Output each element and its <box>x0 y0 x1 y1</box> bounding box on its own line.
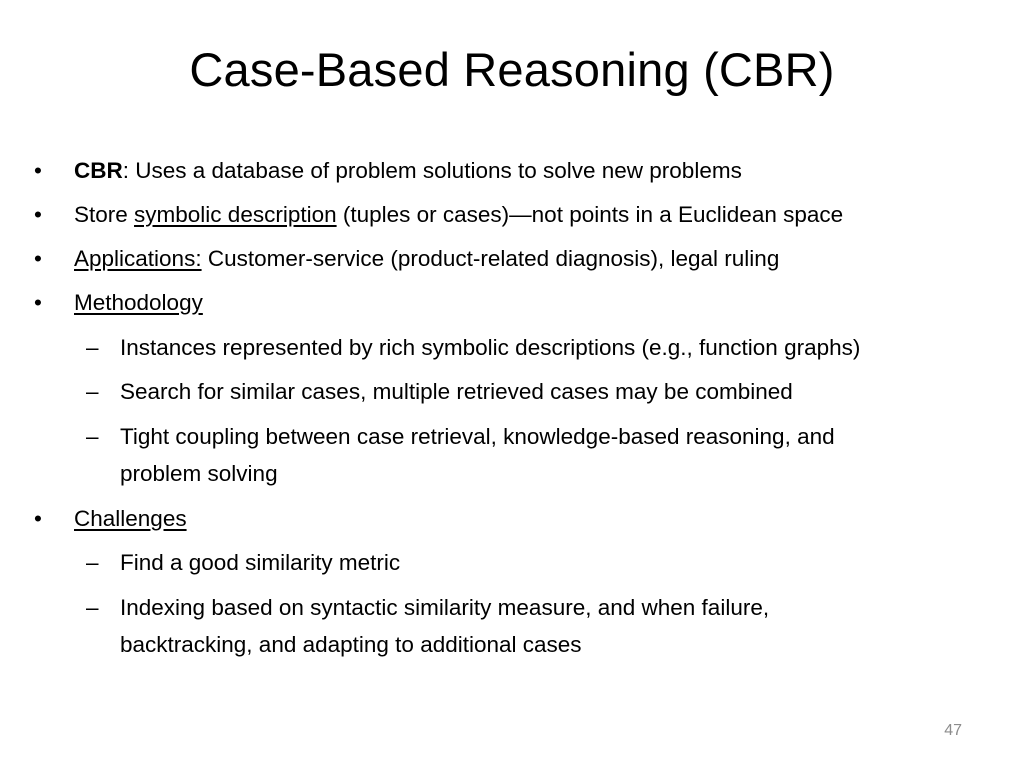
sub-item-text: Find a good similarity metric <box>120 550 401 575</box>
bullet-marker: • <box>34 202 42 227</box>
underlined-symbolic-description: symbolic description <box>134 202 337 227</box>
sub-item-indexing <box>86 589 770 663</box>
sub-item-text-line2: problem solving <box>120 461 278 486</box>
sub-item-text: Instances represented by rich symbolic descriptions (e.g., function graphs) <box>120 335 861 360</box>
bullet-text: : Uses a database of problem solutions to solve new problems <box>122 158 742 183</box>
sub-item-search <box>86 373 793 410</box>
sub-item-similarity-metric <box>86 544 401 581</box>
bullet-text: Customer-service (product-related diagnosis), legal ruling <box>201 246 780 271</box>
term-cbr: CBR <box>74 158 123 183</box>
bullet-marker: • <box>34 158 42 183</box>
slide-title: Case-Based Reasoning (CBR) <box>189 43 835 96</box>
bullet-text: (tuples or cases)—not points in a Euclidean space <box>336 202 844 227</box>
bullet-item-applications <box>34 240 780 277</box>
bullet-item-store <box>34 196 844 233</box>
dash-marker: – <box>86 424 99 449</box>
bullet-item-challenges <box>34 500 187 537</box>
sub-item-coupling <box>86 418 835 492</box>
bullet-text-prefix: Store <box>74 202 135 227</box>
underlined-applications: Applications: <box>74 246 202 271</box>
page-number: 47 <box>944 722 962 739</box>
bullet-item-methodology <box>34 284 203 321</box>
bullet-marker: • <box>34 246 42 271</box>
underlined-challenges: Challenges <box>74 506 187 531</box>
sub-item-text-line1: Tight coupling between case retrieval, knowledge-based reasoning, and <box>120 424 835 449</box>
sub-item-text-line2: backtracking, and adapting to additional cases <box>120 632 582 657</box>
sub-item-text: Search for similar cases, multiple retrieved cases may be combined <box>120 379 793 404</box>
dash-marker: – <box>86 550 99 575</box>
underlined-methodology: Methodology <box>74 290 203 315</box>
dash-marker: – <box>86 335 99 360</box>
bullet-marker: • <box>34 506 42 531</box>
dash-marker: – <box>86 595 99 620</box>
dash-marker: – <box>86 379 99 404</box>
bullet-item-cbr <box>34 152 742 189</box>
sub-item-instances <box>86 329 861 366</box>
bullet-marker: • <box>34 290 42 315</box>
sub-item-text-line1: Indexing based on syntactic similarity measure, and when failure, <box>120 595 770 620</box>
